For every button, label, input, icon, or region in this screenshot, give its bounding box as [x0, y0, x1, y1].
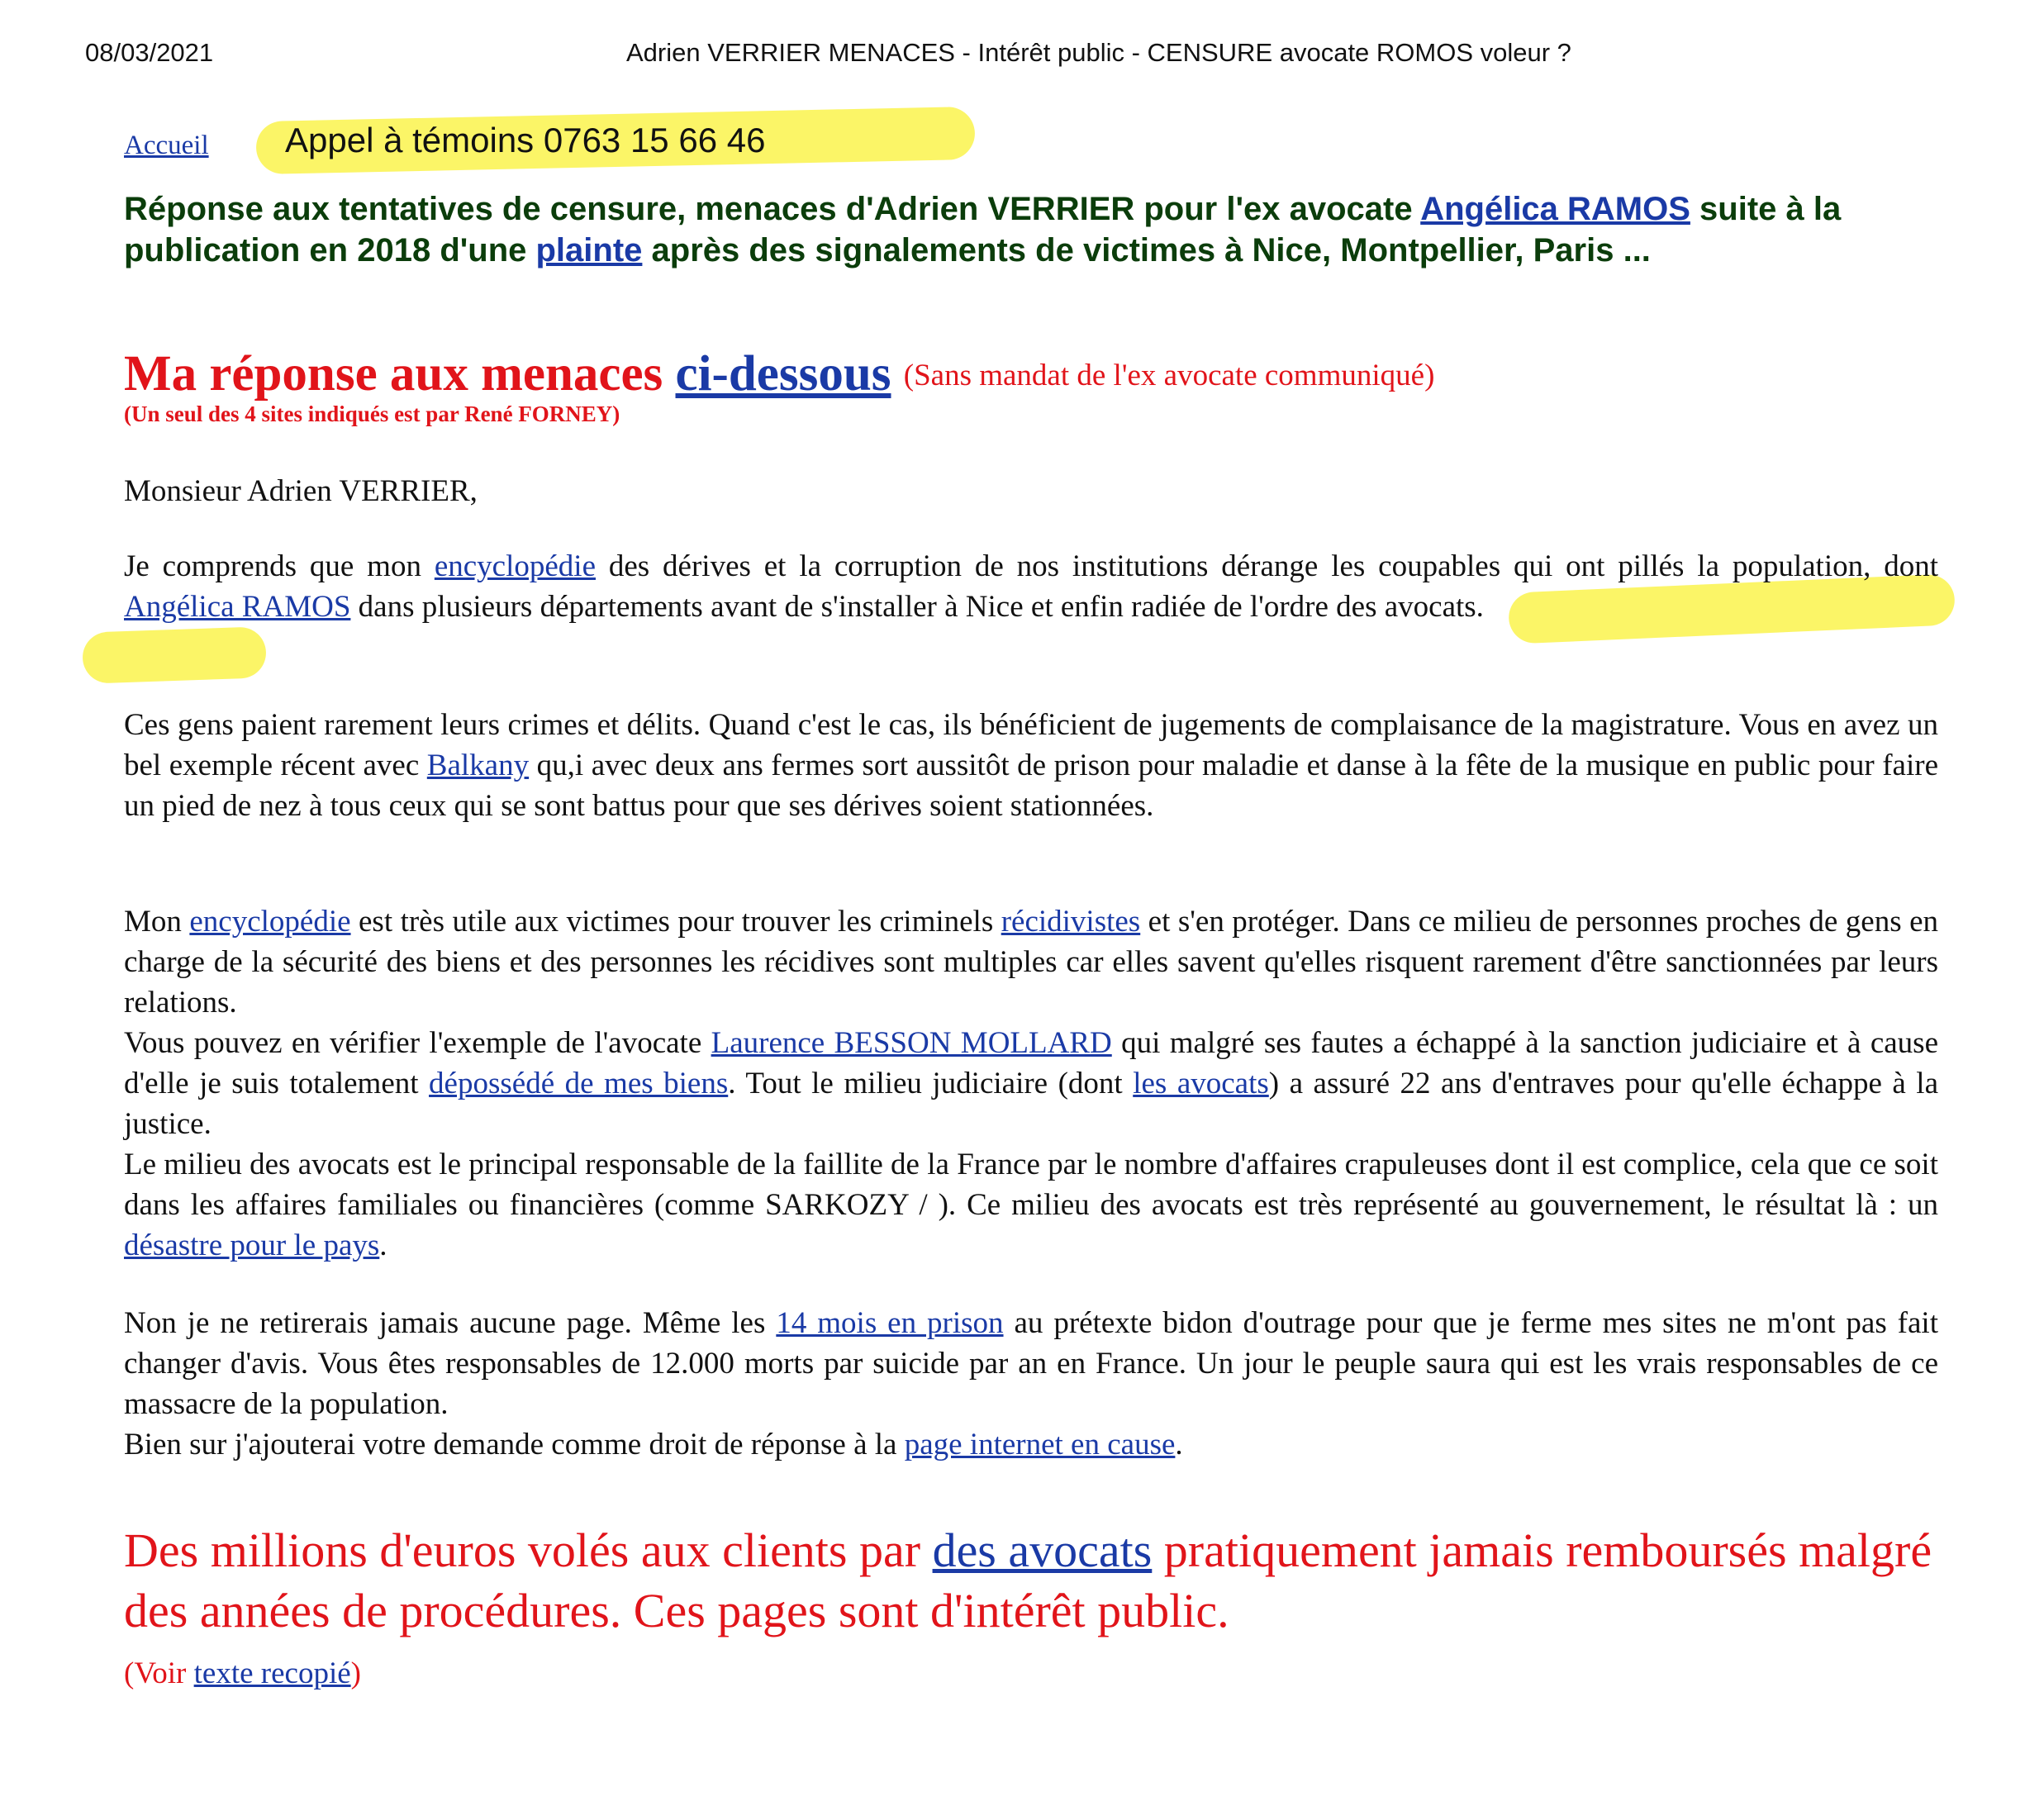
- angelica-ramos-link[interactable]: Angélica RAMOS: [124, 590, 351, 624]
- voir-text: (Voir: [124, 1656, 194, 1690]
- heading-note: (Sans mandat de l'ex avocate communiqué): [903, 359, 1435, 392]
- letter-paragraph-4: [124, 1303, 1938, 1465]
- subtitle: [124, 188, 1942, 271]
- footer-statement: [124, 1520, 1983, 1641]
- paragraph-text: Ces gens paient rarement leurs crimes et délits. Quand c'est le cas, ils bénéficient de jugements de complaisance de la magistrature. Vous en avez un bel exemple récent avec: [124, 708, 1938, 782]
- paragraph-text: Mon: [124, 905, 190, 939]
- encyclopedie-link[interactable]: encyclopédie: [434, 549, 596, 583]
- paragraph-text: . Tout le milieu judiciaire (dont: [728, 1067, 1134, 1100]
- print-page-title: Adrien VERRIER MENACES - Intérêt public - CENSURE avocate ROMOS voleur ?: [626, 38, 1571, 67]
- letter-paragraph-2: [124, 705, 1938, 826]
- paragraph-text: qui malgré ses fautes a échappé à la sanction judiciaire et à cause d'elle je suis totalement: [124, 1026, 1938, 1100]
- paragraph-text: .: [379, 1229, 387, 1262]
- paragraph-text: .: [1175, 1428, 1183, 1461]
- call-witnesses-text: Appel à témoins 0763 15 66 46: [285, 121, 766, 159]
- subtitle-text: Réponse aux tentatives de censure, menaces d'Adrien VERRIER pour l'ex avocate: [124, 191, 1421, 227]
- plainte-link[interactable]: plainte: [535, 232, 643, 269]
- subtitle-text: après des signalements de victimes à Nice, Montpellier, Paris ...: [642, 232, 1651, 269]
- angelica-ramos-link[interactable]: Angélica RAMOS: [1420, 191, 1690, 227]
- les-avocats-link[interactable]: les avocats: [1133, 1067, 1269, 1100]
- voir-text: ): [350, 1656, 361, 1690]
- sites-note: (Un seul des 4 sites indiqués est par René FORNEY): [124, 402, 620, 426]
- letter-salutation: Monsieur Adrien VERRIER,: [124, 474, 478, 508]
- paragraph-text: qu,i avec deux ans fermes sort aussitôt de prison pour maladie et danse à la fête de la musique en public pour faire un pied de nez à tous ceux qui se sont battus pour que ses dérives soient stationnées.: [124, 749, 1938, 823]
- balkany-link[interactable]: Balkany: [426, 749, 530, 782]
- subtitle-text: suite à la publication en 2018 d'une: [124, 191, 1842, 269]
- letter-paragraph-3: [124, 901, 1938, 1266]
- paragraph-text: est très utile aux victimes pour trouver les criminels: [350, 905, 1001, 939]
- footer-text: Des millions d'euros volés aux clients par: [124, 1523, 933, 1577]
- encyclopedie-link[interactable]: encyclopédie: [189, 905, 351, 939]
- paragraph-text: Je comprends que mon: [124, 549, 435, 583]
- paragraph-text: dans plusieurs départements avant de s'installer à Nice et enfin radiée de l'ordre des avocats.: [350, 590, 1484, 624]
- footer-text: pratiquement jamais remboursés malgré des années de procédures. Ces pages sont d'intérêt public.: [124, 1523, 1932, 1637]
- texte-recopie-link[interactable]: texte recopié: [193, 1656, 351, 1690]
- paragraph-text: des dérives et la corruption de nos institutions dérange les coupables qui ont pillés la population, dont: [596, 549, 1939, 583]
- voir-texte: [124, 1656, 361, 1691]
- ci-dessous-link[interactable]: ci-dessous: [675, 346, 891, 402]
- paragraph-text: Le milieu des avocats est le principal responsable de la faillite de la France par le nombre d'affaires crapuleuses dont il est complice, cela que ce soit dans les affaires familiales ou financières (comme SARKOZY / ). Ce milieu des avocats est très représenté au gouvernement, le résultat là : un: [124, 1148, 1938, 1222]
- paragraph-text: et s'en protéger. Dans ce milieu de personnes proches de gens en charge de la sécurité des biens et des personnes les récidives sont multiples car elles savent qu'elles risquent rarement d'être sanctionnées par leurs relations.: [124, 905, 1938, 1019]
- paragraph-text: Vous pouvez en vérifier l'exemple de l'avocate: [124, 1026, 711, 1060]
- letter-paragraph-1: [124, 546, 1938, 627]
- home-link[interactable]: Accueil: [124, 131, 209, 160]
- depossede-link[interactable]: dépossédé de mes biens: [429, 1067, 729, 1100]
- besson-mollard-link[interactable]: Laurence BESSON MOLLARD: [711, 1026, 1112, 1060]
- main-heading: [124, 345, 1983, 403]
- recidivistes-link[interactable]: récidivistes: [1001, 905, 1141, 939]
- highlight-mark-avocats: [82, 626, 267, 684]
- desastre-link[interactable]: désastre pour le pays: [124, 1229, 380, 1262]
- heading-text: Ma réponse aux menaces: [124, 346, 676, 402]
- top-nav: [124, 116, 1942, 182]
- paragraph-text: Bien sur j'ajouterai votre demande comme droit de réponse à la: [124, 1428, 905, 1461]
- page-en-cause-link[interactable]: page internet en cause: [904, 1428, 1176, 1461]
- paragraph-text: ) a assuré 22 ans d'entraves pour qu'elle échappe à la justice.: [124, 1067, 1938, 1141]
- prison-link[interactable]: 14 mois en prison: [776, 1306, 1004, 1340]
- paragraph-text: au prétexte bidon d'outrage pour que je ferme mes sites ne m'ont pas fait changer d'avis. Vous êtes responsables de 12.000 morts par suicide par an en France. Un jour le peuple saura qui est les vrais responsables de ce massacre de la population.: [124, 1306, 1938, 1421]
- print-date: 08/03/2021: [85, 38, 214, 67]
- paragraph-text: Non je ne retirerais jamais aucune page. Même les: [124, 1306, 777, 1340]
- des-avocats-link[interactable]: des avocats: [932, 1523, 1153, 1577]
